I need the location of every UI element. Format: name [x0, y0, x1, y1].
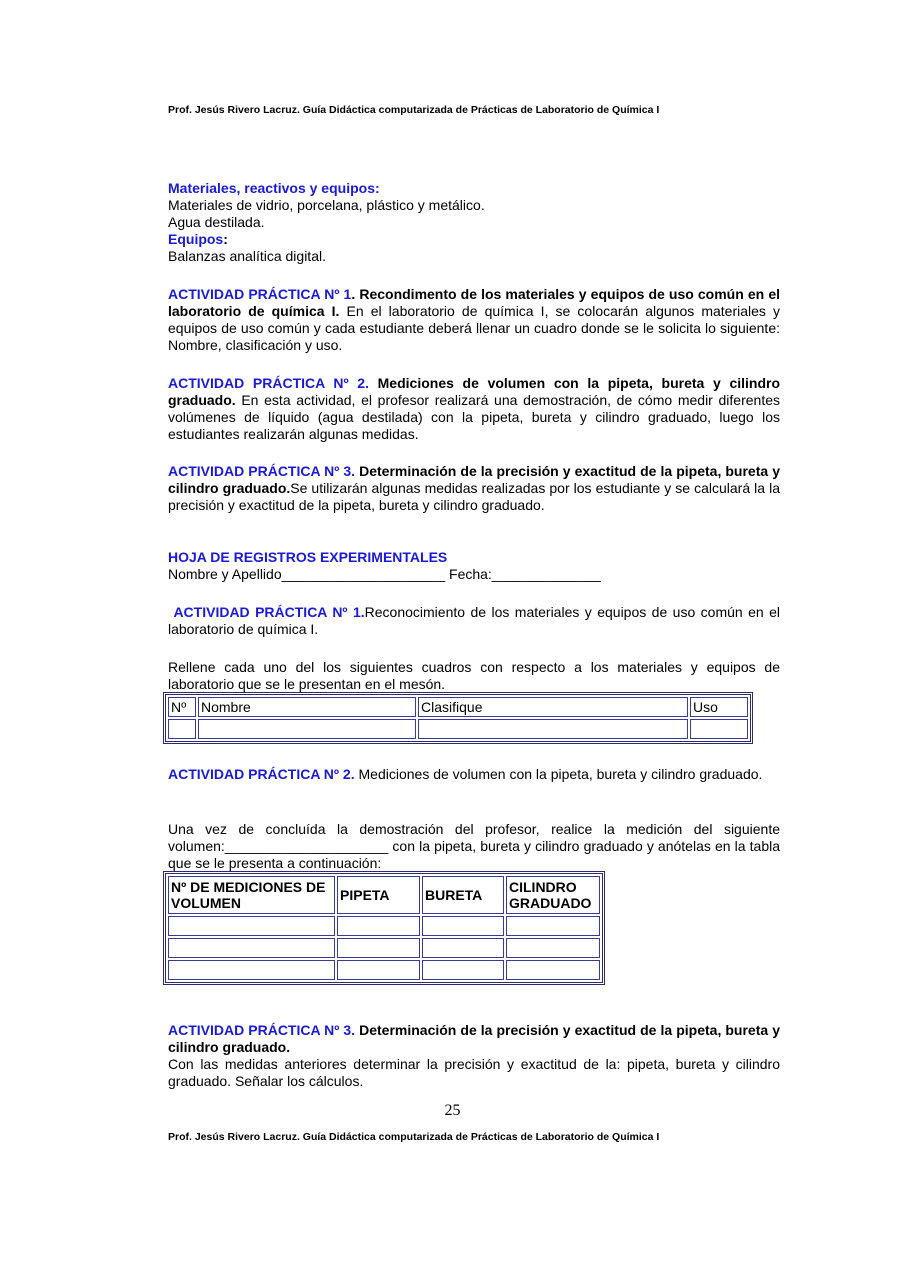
activity-1-label: ACTIVIDAD PRÁCTICA Nº 1: [168, 286, 352, 302]
empty-cell[interactable]: [337, 938, 420, 958]
record-1-label: ACTIVIDAD PRÁCTICA Nº 1.: [173, 604, 365, 620]
table-header-row: [168, 697, 748, 717]
activity-1-text: En el laboratorio de química I, se colocarán algunos materiales y equipos de uso común y cada estudiante deberá llenar un cuadro donde se le solicita lo siguiente: Nombre, clasificación y uso.: [168, 303, 780, 353]
materials-heading: Materiales, reactivos y equipos:: [168, 180, 380, 196]
materials-line-1: Materiales de vidrio, porcelana, plástico y metálico.: [168, 197, 485, 213]
record-2-instructions: Una vez de concluída la demostración del profesor, realice la medición del siguiente volumen:_____________________ con la pipeta, bureta y cilindro graduado y anótelas en la tabla que se le presenta a continuación:: [168, 821, 780, 871]
record-activity-2: [168, 766, 780, 783]
empty-cell[interactable]: [168, 960, 335, 980]
volume-table: [163, 871, 605, 985]
col-header-mediciones: Nº DE MEDICIONES DE VOLUMEN: [168, 876, 335, 914]
empty-cell[interactable]: [506, 916, 600, 936]
record-3-label: ACTIVIDAD PRÁCTICA Nº 3.: [168, 1022, 356, 1038]
record-1-instructions: Rellene cada uno del los siguientes cuadros con respecto a los materiales y equipos de laboratorio que se le presentan en el mesón.: [168, 659, 780, 692]
equipos-colon: :: [223, 231, 228, 247]
empty-cell[interactable]: [422, 938, 504, 958]
activity-3-text: Se utilizarán algunas medidas realizadas por los estudiante y se calculará la la precisión y exactitud de la pipeta, bureta y cilindro graduado.: [168, 480, 780, 513]
registro-section: [168, 549, 780, 583]
empty-cell[interactable]: [198, 719, 416, 739]
empty-cell[interactable]: [506, 960, 600, 980]
col-header-cilindro: CILINDRO GRADUADO: [506, 876, 600, 914]
empty-cell[interactable]: [506, 938, 600, 958]
activity-2-title: Mediciones de volumen con la pipeta, bureta y cilindro graduado.: [168, 375, 780, 408]
table-row: [168, 719, 748, 739]
col-header-pipeta: PIPETA: [337, 876, 420, 914]
name-date-line: Nombre y Apellido_____________________ Fecha:______________: [168, 566, 601, 582]
record-3-title: Determinación de la precisión y exactitud de la pipeta, bureta y cilindro graduado.: [168, 1022, 780, 1055]
activity-3-title: Determinación de la precisión y exactitud de la pipeta, bureta y cilindro graduado.: [168, 463, 780, 496]
record-activity-1: [168, 604, 780, 638]
table-row: [168, 960, 600, 980]
activity-2-label: ACTIVIDAD PRÁCTICA Nº 2.: [168, 375, 369, 391]
record-3-text: Con las medidas anteriores determinar la precisión y exactitud de la: pipeta, bureta y cilindro graduado. Señalar los cálculos.: [168, 1056, 780, 1089]
page-footer: Prof. Jesús Rivero Lacruz. Guía Didáctica computarizada de Prácticas de Laboratorio de Química I: [168, 1131, 660, 1143]
col-header-clasifique: Clasifique: [418, 697, 688, 717]
empty-cell[interactable]: [422, 960, 504, 980]
col-header-uso: Uso: [690, 697, 748, 717]
table-row: [168, 916, 600, 936]
activity-1-paragraph: [168, 286, 780, 354]
page-number: 25: [444, 1102, 461, 1119]
record-activity-3: [168, 1022, 780, 1090]
table-row: [168, 938, 600, 958]
col-header-no: Nº: [168, 697, 196, 717]
registro-heading: HOJA DE REGISTROS EXPERIMENTALES: [168, 549, 448, 565]
materials-section: [168, 180, 780, 265]
empty-cell[interactable]: [168, 916, 335, 936]
empty-cell[interactable]: [337, 916, 420, 936]
activity-3-label: ACTIVIDAD PRÁCTICA Nº 3.: [168, 463, 356, 479]
empty-cell[interactable]: [690, 719, 748, 739]
activity-1-dot: .: [351, 286, 356, 302]
activity-2-text: En esta actividad, el profesor realizará una demostración, de cómo medir diferentes volúmenes de líquido (agua destilada) con la pipeta, bureta y cilindro graduado, luego los estudiantes realizarán algunas medidas.: [168, 392, 780, 442]
record-1-text: Reconocimiento de los materiales y equipos de uso común en el laboratorio de química I.: [168, 604, 781, 637]
empty-cell[interactable]: [168, 938, 335, 958]
record-2-text: Mediciones de volumen con la pipeta, bureta y cilindro graduado.: [354, 766, 763, 782]
empty-cell[interactable]: [337, 960, 420, 980]
materials-table: [163, 692, 753, 744]
table-header-row: [168, 876, 600, 914]
col-header-bureta: BURETA: [422, 876, 504, 914]
empty-cell[interactable]: [418, 719, 688, 739]
col-header-nombre: Nombre: [198, 697, 416, 717]
activity-2-paragraph: [168, 375, 780, 443]
materials-line-2: Agua destilada.: [168, 214, 265, 230]
page-header: Prof. Jesús Rivero Lacruz. Guía Didáctica computarizada de Prácticas de Laboratorio de Química I: [168, 104, 660, 116]
activity-3-paragraph: [168, 463, 780, 514]
equipos-label: Equipos: [168, 231, 224, 247]
activity-1-title: Recondimento de los materiales y equipos de uso común en el laboratorio de química I.: [168, 286, 780, 319]
materials-line-3: Balanzas analítica digital.: [168, 248, 326, 264]
empty-cell[interactable]: [168, 719, 196, 739]
record-2-label: ACTIVIDAD PRÁCTICA Nº 2.: [168, 766, 355, 782]
empty-cell[interactable]: [422, 916, 504, 936]
